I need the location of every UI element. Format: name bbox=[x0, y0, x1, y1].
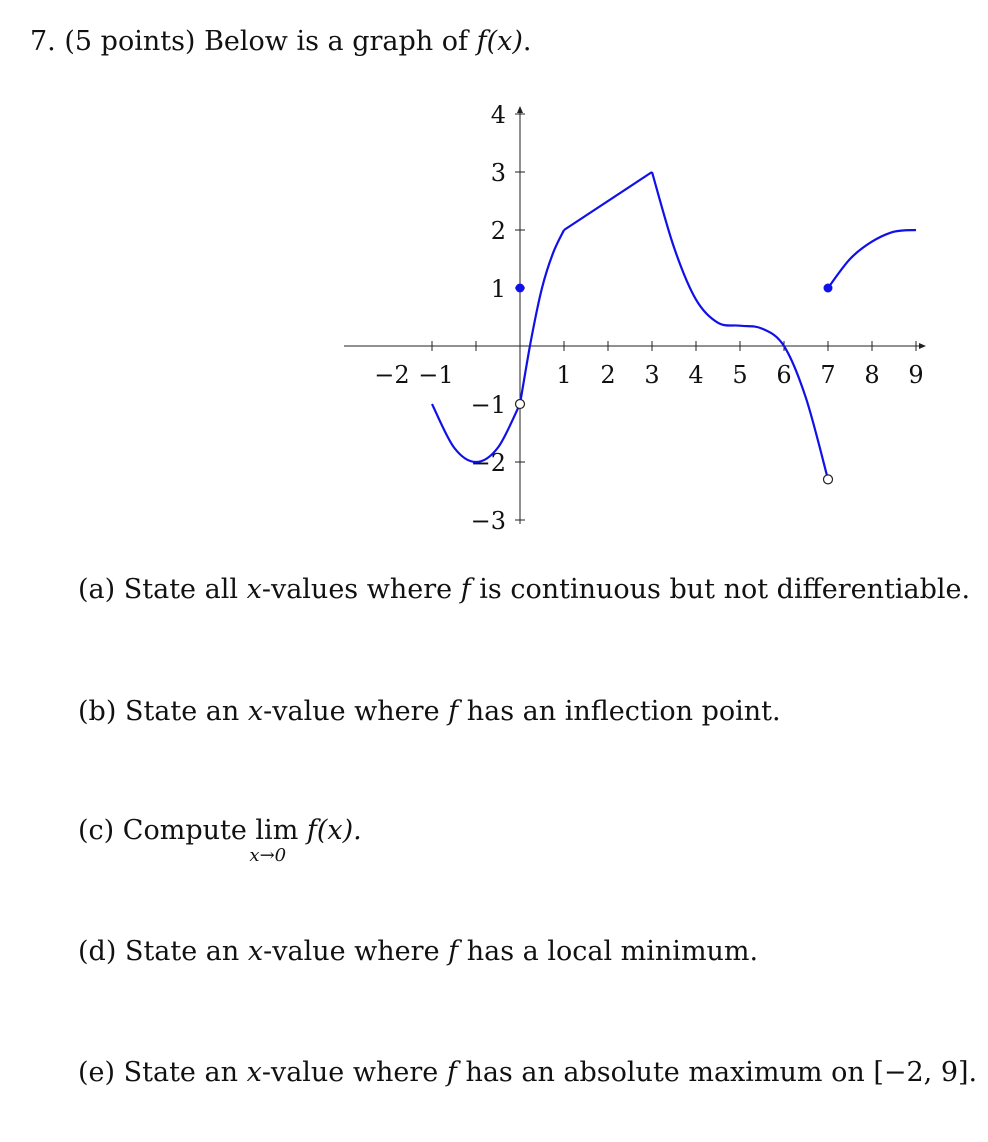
x-tick-label: 4 bbox=[688, 361, 704, 389]
part-d-post: has a local minimum. bbox=[466, 936, 759, 967]
part-b-post: has an inflection point. bbox=[466, 696, 781, 727]
open-point bbox=[824, 475, 833, 484]
x-axis-arrow bbox=[919, 343, 926, 349]
part-b bbox=[78, 696, 781, 727]
x-tick-label: 2 bbox=[600, 361, 616, 389]
limit-expression bbox=[249, 815, 299, 866]
function-graph bbox=[0, 0, 988, 560]
limit-subscript: x→0 bbox=[249, 845, 287, 866]
x-tick-label: −2 bbox=[374, 361, 410, 389]
part-b-mid: -value where bbox=[263, 696, 440, 727]
y-axis-arrow bbox=[517, 106, 523, 113]
part-a-mid: -values where bbox=[261, 574, 453, 605]
part-c-pre: Compute bbox=[122, 815, 247, 846]
part-d bbox=[78, 936, 758, 967]
open-point bbox=[516, 400, 525, 409]
part-d-var: x bbox=[247, 936, 264, 967]
y-tick-label: 2 bbox=[490, 217, 506, 245]
limit-word: lim bbox=[255, 815, 299, 846]
part-d-f: f bbox=[448, 936, 459, 967]
y-tick-label: −2 bbox=[470, 449, 506, 477]
y-tick-label: −1 bbox=[470, 391, 506, 419]
filled-point bbox=[516, 284, 525, 293]
part-e-mid: -value where bbox=[261, 1057, 439, 1088]
part-e-interval: [−2, 9]. bbox=[873, 1057, 978, 1088]
x-tick-label: −1 bbox=[418, 361, 454, 389]
y-tick-label: −3 bbox=[470, 507, 506, 535]
problem-points: (5 points) bbox=[64, 26, 196, 57]
problem-end: . bbox=[522, 26, 532, 57]
part-e bbox=[78, 1057, 977, 1088]
part-a-f: f bbox=[460, 574, 471, 605]
y-tick-label: 1 bbox=[490, 275, 506, 303]
x-tick-label: 8 bbox=[864, 361, 880, 389]
curve-fall-and-plateau bbox=[652, 172, 828, 479]
problem-number: 7. bbox=[30, 26, 56, 57]
part-b-pre: State an bbox=[124, 696, 240, 727]
problem-function: f(x) bbox=[476, 26, 523, 57]
x-tick-label: 5 bbox=[732, 361, 748, 389]
part-e-f: f bbox=[446, 1057, 457, 1088]
part-e-var: x bbox=[246, 1057, 262, 1088]
part-a-var: x bbox=[246, 574, 262, 605]
curve-line-to-peak bbox=[564, 172, 652, 230]
part-c-fx: f(x). bbox=[306, 815, 362, 846]
y-tick-label: 3 bbox=[490, 159, 506, 187]
part-a-post: is continuous but not differentiable. bbox=[479, 574, 971, 605]
part-a-pre: State all bbox=[123, 574, 238, 605]
problem-intro: Below is a graph of bbox=[204, 26, 469, 57]
part-e-pre: State an bbox=[123, 1057, 238, 1088]
x-tick-label: 6 bbox=[776, 361, 792, 389]
part-c bbox=[78, 815, 362, 866]
part-a-label: (a) bbox=[78, 574, 116, 605]
x-tick-label: 7 bbox=[820, 361, 836, 389]
part-e-label: (e) bbox=[78, 1057, 116, 1088]
part-b-label: (b) bbox=[78, 696, 117, 727]
filled-point bbox=[824, 284, 833, 293]
part-d-mid: -value where bbox=[263, 936, 440, 967]
part-d-label: (d) bbox=[78, 936, 117, 967]
part-e-post: has an absolute maximum on bbox=[465, 1057, 865, 1088]
curve-right-arc bbox=[828, 230, 916, 288]
y-tick-label: 4 bbox=[490, 101, 506, 129]
part-d-pre: State an bbox=[124, 936, 240, 967]
x-tick-label: 9 bbox=[908, 361, 924, 389]
x-tick-label: 1 bbox=[556, 361, 572, 389]
x-tick-label: 3 bbox=[644, 361, 660, 389]
part-b-f: f bbox=[448, 696, 459, 727]
part-b-var: x bbox=[247, 696, 264, 727]
part-a bbox=[78, 574, 970, 605]
part-c-label: (c) bbox=[78, 815, 115, 846]
